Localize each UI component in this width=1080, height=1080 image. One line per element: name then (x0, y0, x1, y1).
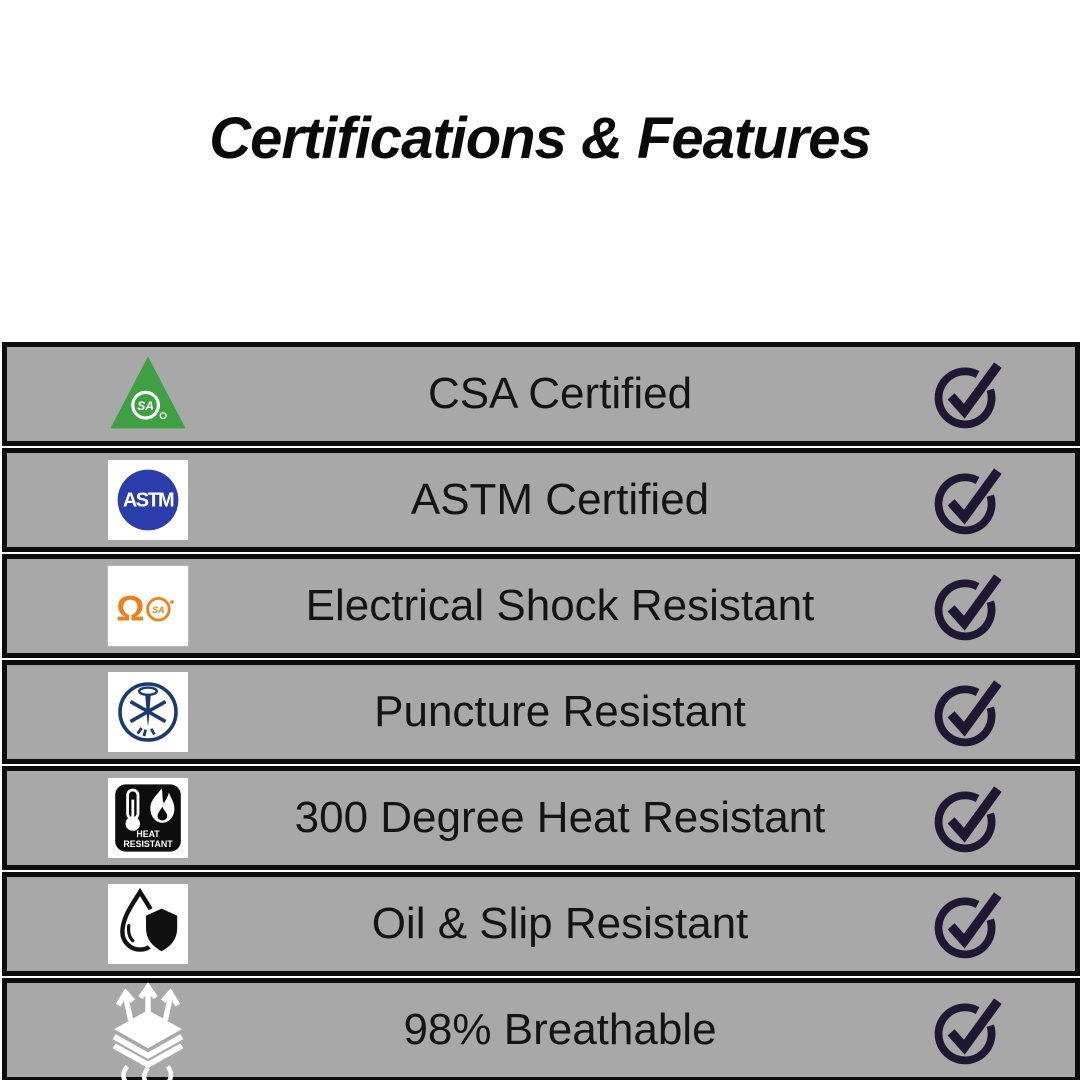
electrical-shock-icon (107, 565, 189, 647)
heat-label-line1: HEAT (136, 828, 160, 839)
feature-row-csa (2, 342, 1080, 446)
features-table (0, 342, 1080, 1080)
omega-symbol: Ω (116, 588, 145, 628)
oil-slip-icon (108, 884, 188, 964)
feature-row-puncture (2, 660, 1080, 764)
check-circle-icon (930, 461, 1008, 539)
heat-label-line2: RESISTANT (123, 838, 173, 849)
page-title: Certifications & Features (209, 106, 871, 171)
feature-label: 98% Breathable (403, 1004, 717, 1054)
heat-resistant-icon (108, 778, 188, 858)
check-circle-icon (930, 885, 1008, 963)
feature-row-astm (2, 448, 1080, 552)
check-circle-icon (930, 355, 1008, 433)
csa-monogram-text: SA (137, 398, 154, 413)
feature-row-oil-slip (2, 872, 1080, 976)
check-circle-icon (930, 673, 1008, 751)
check-circle-icon (930, 779, 1008, 857)
check-circle-icon (930, 567, 1008, 645)
feature-row-breathable (2, 978, 1080, 1080)
feature-label: Puncture Resistant (374, 686, 746, 736)
feature-label: CSA Certified (427, 368, 693, 418)
puncture-resistant-icon (108, 672, 188, 752)
feature-row-heat (2, 766, 1080, 870)
csa-triangle-icon (108, 354, 188, 434)
feature-label: 300 Degree Heat Resistant (294, 792, 826, 842)
feature-row-electrical (2, 554, 1080, 658)
feature-label: Electrical Shock Resistant (305, 580, 815, 630)
check-circle-icon (930, 991, 1008, 1069)
feature-label: Oil & Slip Resistant (371, 898, 749, 948)
electrical-sa-text: SA (152, 604, 165, 615)
breathable-icon (108, 990, 188, 1070)
astm-logo-icon (108, 460, 188, 540)
astm-logo-text: ASTM (122, 488, 174, 511)
feature-label: ASTM Certified (410, 474, 710, 524)
